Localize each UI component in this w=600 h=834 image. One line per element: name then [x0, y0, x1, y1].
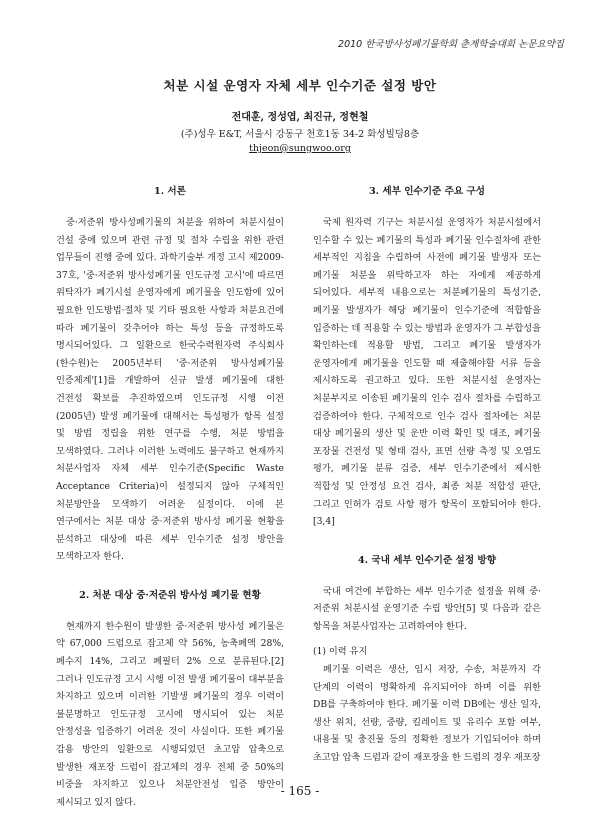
- paper-email: [40, 143, 560, 154]
- section-2-text: 현재까지 한수원이 발생한 중·저준위 방사성 폐기물은 약 67,000 드럼으로 잡고체 약 56%, 농축폐액 28%, 폐수지 14%, 그리고 폐필터 2% 으로 분류된다.[2] 그러나 인도규정 고시 시행 이전 발생 폐기물이 대부분을 차지하고 있으며 이러한 기발생 폐기물의 경우 이력이 불분명하고 인도규정 고시에 명시되어 있는 처분 안정성을 입증하기 어려운 것이 사실이다. 또한 폐기물 감용 방안의 일환으로 시행되었던 초고압 압축으로 발생한 재포장 드럼이 잡고체의 경우 전체 중 50%의 비중을 차지하고 있으나 처분안전성 입증 방안이 제시되고 있지 않다.: [56, 620, 284, 808]
- subsection-1-text: 폐기물 이력은 생산, 임시 저장, 수송, 처분까지 각 단계의 이력이 명확하게 유지되어야 하며 이를 위한 DB를 구축하여야 한다. 폐기물 이력 DB에는 생산 일자, 생산 위치, 선량, 중량, 킬레이트 및 유리수 포함 여부, 내용물 및 충진물 등의 정확한 정보가 기입되어야 하며 초고압 압축 드럼과 같이 재포장을 한 드럼의 경우 재포장: [313, 664, 541, 764]
- section-3-text: 국제 원자력 기구는 처분시설 운영자가 처분시설에서 인수할 수 있는 폐기물의 특성과 폐기물 인수절차에 관한 세부적인 지침을 수립하여 사전에 폐기물 발생자 또는 폐기물 처분을 위탁하고자 하는 자에게 제공하게 되어있다. 세부적 내용으로는 처분폐기물의 특성기준, 폐기물 발생자가 해당 폐기물이 인수기준에 적합함을 입증하는 데 적용할 수 있는 방법과 운영자가 그 부합성을 확인하는데 적용할 방법, 그리고 폐기물 발생자가 운영자에게 폐기물을 인도할 때 제출해야할 서류 등을 제시하도록 권고하고 있다. 또한 처분시설 운영자는 처분부지로 이송된 폐기물의 인수 검사 절차를 수립하고 검증하여야 한다. 구체적으로 인수 검사 절차에는 처분 대상 폐기물의 생산 및 운반 이력 확인 및 대조, 폐기물 포장물 건전성 및 형태 검사, 표면 선량 측정 및 오염도 평가, 폐기물 분류 검증, 세부 인수기준에서 제시한 적합성 및 안정성 요건 검사, 최종 처분 적합성 판단, 그리고 인허가 검토 사항 평가 항목이 포함되어야 한다.[3,4]: [313, 217, 541, 528]
- section-4-heading: 4. 국내 세부 인수기준 설정 방향: [358, 554, 496, 566]
- running-header: 2010 한국방사성폐기물학회 춘계학술대회 논문요약집: [338, 39, 564, 50]
- subsection-1-heading: (1) 이력 유지: [313, 646, 368, 658]
- paper-authors: 전대훈, 정성엽, 최진규, 정현철: [231, 112, 369, 123]
- paper-title: 처분 시설 운영자 자체 세부 인수기준 설정 방안: [163, 78, 437, 93]
- page-number: - 165 -: [280, 784, 320, 798]
- right-column: [313, 184, 541, 767]
- section-3-heading: 3. 세부 인수기준 주요 구성: [368, 186, 486, 197]
- section-1-heading: 1. 서론: [154, 186, 186, 197]
- paper-affiliation: (주)성우 E&T, 서울시 강동구 천호1동 34-2 화성빌딩8층: [180, 129, 420, 140]
- email-link[interactable]: thjeon@sungwoo.org: [249, 143, 351, 154]
- section-4-text: 국내 여건에 부합하는 세부 인수기준 설정을 위해 중·저준위 처분시설 운영기준 수립 방안[5] 및 다음과 같은 항목을 처분사업자는 고려하여야 한다.: [313, 585, 541, 632]
- section-2-heading: 2. 처분 대상 중·저준위 방사성 폐기물 현황: [79, 589, 261, 601]
- left-column: [56, 184, 284, 811]
- section-1-text: 중·저준위 방사성폐기물의 처분을 위하여 처분시설이 건설 중에 있으며 관련 규정 및 절차 수립을 위한 관련 업무들이 진행 중에 있다. 과학기술부 개정 고시 제2009-37호, '중·저준위 방사성폐기물 인도규정 고시'에 따르면 위탁자가 폐기시설 운영자에게 폐기물을 인도함에 있어 필요한 인도방법·절차 및 기타 필요한 사항과 처분요건에 따라 폐기물이 갖추어야 하는 특성 등을 규정하도록 명시되어있다. 그 일환으로 한국수력원자력 주식회사(한수원)는 2005년부터 '중·저준위 방사성폐기물 인증체계'[1]를 개발하여 신규 발생 폐기물에 대한 건전성 확보를 추진하였으며 인도규정 시행 이전(2005년) 발생 폐기물에 대해서는 특성평가 항목 설정 및 방법 정립을 위한 연구를 수행, 처분 방법을 모색하였다. 그러나 이러한 노력에도 불구하고 현재까지 처분사업자 자체 세부 인수기준(Specific Waste Acceptance Criteria)이 설정되지 않아 구체적인 처분방안을 모색하기 어려운 실정이다. 이에 본 연구에서는 처분 대상 중·저준위 방사성 폐기물 현황을 분석하고 대상에 따른 세부 인수기준 설정 방안을 모색하고자 한다.: [56, 217, 284, 563]
